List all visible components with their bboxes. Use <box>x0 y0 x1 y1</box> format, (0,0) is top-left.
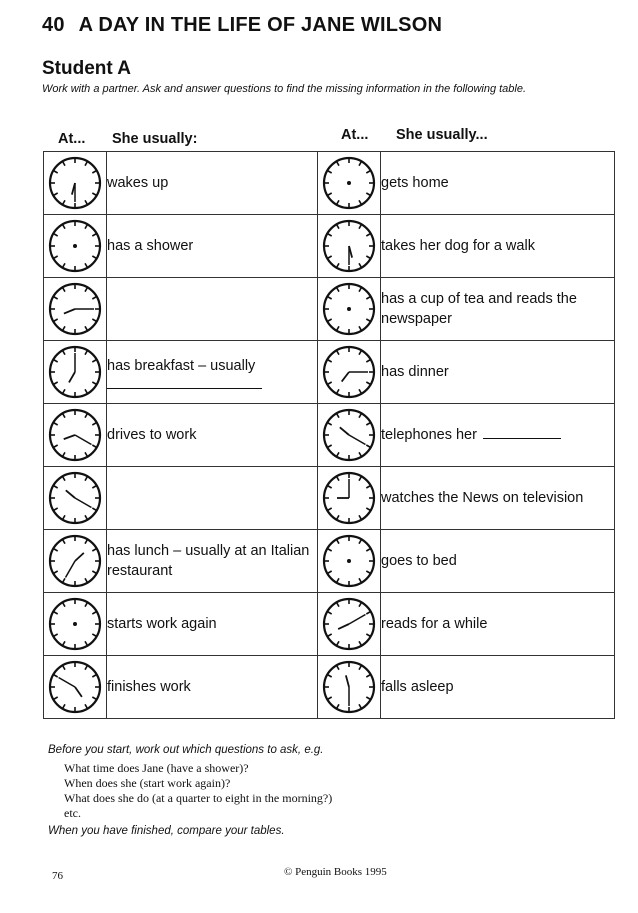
clock-center-dot-icon <box>347 559 351 563</box>
minute-hand-icon <box>349 435 365 445</box>
left-activity-cell <box>107 341 318 404</box>
right-activity-cell <box>381 341 615 404</box>
left-activity-cell <box>107 656 318 719</box>
left-clock-cell <box>44 530 107 593</box>
table-row <box>44 593 615 656</box>
activity-text: goes to bed <box>381 553 457 569</box>
left-clock-cell <box>44 341 107 404</box>
table-row <box>44 341 615 404</box>
schedule-table <box>43 151 615 719</box>
activity-text: telephones her <box>381 427 477 443</box>
right-clock-cell <box>318 404 381 467</box>
left-clock-cell <box>44 593 107 656</box>
minute-hand-icon <box>75 435 91 445</box>
clock-face-icon <box>321 470 377 526</box>
left-clock-cell <box>44 404 107 467</box>
right-clock-cell <box>318 341 381 404</box>
activity-text: has breakfast – usually <box>107 357 256 374</box>
minute-hand-icon <box>59 678 75 688</box>
left-clock-cell <box>44 215 107 278</box>
right-clock-cell <box>318 467 381 530</box>
table-row <box>44 404 615 467</box>
activity-text: has lunch – usually at an Italian restaurant <box>107 543 310 579</box>
right-clock-cell <box>318 530 381 593</box>
left-activity-cell <box>107 215 318 278</box>
table-row <box>44 656 615 719</box>
activity-text: has a shower <box>107 238 194 254</box>
right-clock-cell <box>318 215 381 278</box>
left-activity-cell <box>107 152 318 215</box>
right-at-header: At... <box>341 127 369 143</box>
clock-center-dot-icon <box>347 181 351 185</box>
example-question: etc. <box>64 806 81 820</box>
left-activity-cell <box>107 593 318 656</box>
hour-hand-icon <box>346 675 349 687</box>
activity-text: drives to work <box>107 427 197 443</box>
hour-hand-icon <box>69 372 75 382</box>
hour-hand-icon <box>342 372 349 382</box>
right-clock-cell <box>318 278 381 341</box>
page-number: 76 <box>52 870 63 882</box>
notes-closing: When you have finished, compare your tables. <box>48 825 285 837</box>
activity-text: gets home <box>381 175 449 191</box>
activity-text: reads for a while <box>381 616 488 632</box>
hour-hand-icon <box>338 624 349 629</box>
clock-face-icon <box>47 659 103 715</box>
clock-face-icon <box>321 281 377 337</box>
right-clock-cell <box>318 656 381 719</box>
right-activity-cell <box>381 656 615 719</box>
clock-face-icon <box>47 218 103 274</box>
example-question: When does she (start work again)? <box>64 776 231 790</box>
left-clock-cell <box>44 278 107 341</box>
clock-face-icon <box>47 407 103 463</box>
activity-text: has dinner <box>381 364 449 380</box>
clock-face-icon <box>47 596 103 652</box>
table-row <box>44 215 615 278</box>
right-clock-cell <box>318 152 381 215</box>
clock-face-icon <box>321 659 377 715</box>
clock-center-dot-icon <box>347 307 351 311</box>
student-label: Student A <box>42 58 132 79</box>
left-clock-cell <box>44 467 107 530</box>
clock-center-dot-icon <box>73 622 77 626</box>
clock-center-dot-icon <box>73 244 77 248</box>
answer-blank[interactable] <box>483 426 561 439</box>
exercise-title: A DAY IN THE LIFE OF JANE WILSON <box>78 14 443 36</box>
right-activity-cell <box>381 215 615 278</box>
right-activity-cell <box>381 152 615 215</box>
left-usually-header: She usually: <box>112 131 198 147</box>
exercise-number: 40 <box>42 14 65 36</box>
example-question: What does she do (at a quarter to eight in the morning?) <box>64 791 333 805</box>
minute-hand-icon <box>75 498 91 508</box>
right-usually-header: She usually... <box>396 127 488 143</box>
clock-face-icon <box>47 533 103 589</box>
left-clock-cell <box>44 152 107 215</box>
minute-hand-icon <box>66 561 76 577</box>
activity-text: falls asleep <box>381 679 454 695</box>
example-question: What time does Jane (have a shower)? <box>64 761 249 775</box>
activity-text: starts work again <box>107 616 217 632</box>
left-clock-cell <box>44 656 107 719</box>
right-activity-cell <box>381 278 615 341</box>
right-activity-cell <box>381 404 615 467</box>
hour-hand-icon <box>64 309 75 314</box>
activity-text: watches the News on television <box>381 490 584 506</box>
clock-face-icon <box>47 470 103 526</box>
activity-text: wakes up <box>107 175 169 191</box>
clock-face-icon <box>47 281 103 337</box>
right-clock-cell <box>318 593 381 656</box>
left-activity-cell <box>107 278 318 341</box>
table-row <box>44 530 615 593</box>
table-row <box>44 467 615 530</box>
table-row <box>44 278 615 341</box>
hour-hand-icon <box>75 687 82 697</box>
minute-hand-icon <box>349 615 365 625</box>
notes-section <box>48 744 608 837</box>
right-activity-cell <box>381 530 615 593</box>
left-activity-cell <box>107 530 318 593</box>
clock-face-icon <box>321 596 377 652</box>
notes-lead: Before you start, work out which questions to ask, e.g. <box>48 744 324 756</box>
table-row <box>44 152 615 215</box>
clock-face-icon <box>321 155 377 211</box>
activity-text: finishes work <box>107 679 191 695</box>
hour-hand-icon <box>75 553 84 561</box>
activity-text: has a cup of tea and reads the newspaper <box>381 291 577 327</box>
hour-hand-icon <box>66 490 75 498</box>
copyright: © Penguin Books 1995 <box>284 866 387 878</box>
left-activity-cell <box>107 404 318 467</box>
clock-face-icon <box>321 218 377 274</box>
left-at-header: At... <box>58 131 86 147</box>
hour-hand-icon <box>340 427 349 435</box>
right-activity-cell <box>381 593 615 656</box>
clock-face-icon <box>321 407 377 463</box>
hour-hand-icon <box>64 435 75 439</box>
instruction-text: Work with a partner. Ask and answer questions to find the missing information in the following table. <box>42 83 527 95</box>
clock-face-icon <box>47 155 103 211</box>
left-activity-cell <box>107 467 318 530</box>
answer-blank[interactable] <box>107 376 262 389</box>
clock-face-icon <box>321 344 377 400</box>
clock-face-icon <box>321 533 377 589</box>
page-title <box>42 14 442 37</box>
activity-text: takes her dog for a walk <box>381 238 535 254</box>
clock-face-icon <box>47 344 103 400</box>
right-activity-cell <box>381 467 615 530</box>
